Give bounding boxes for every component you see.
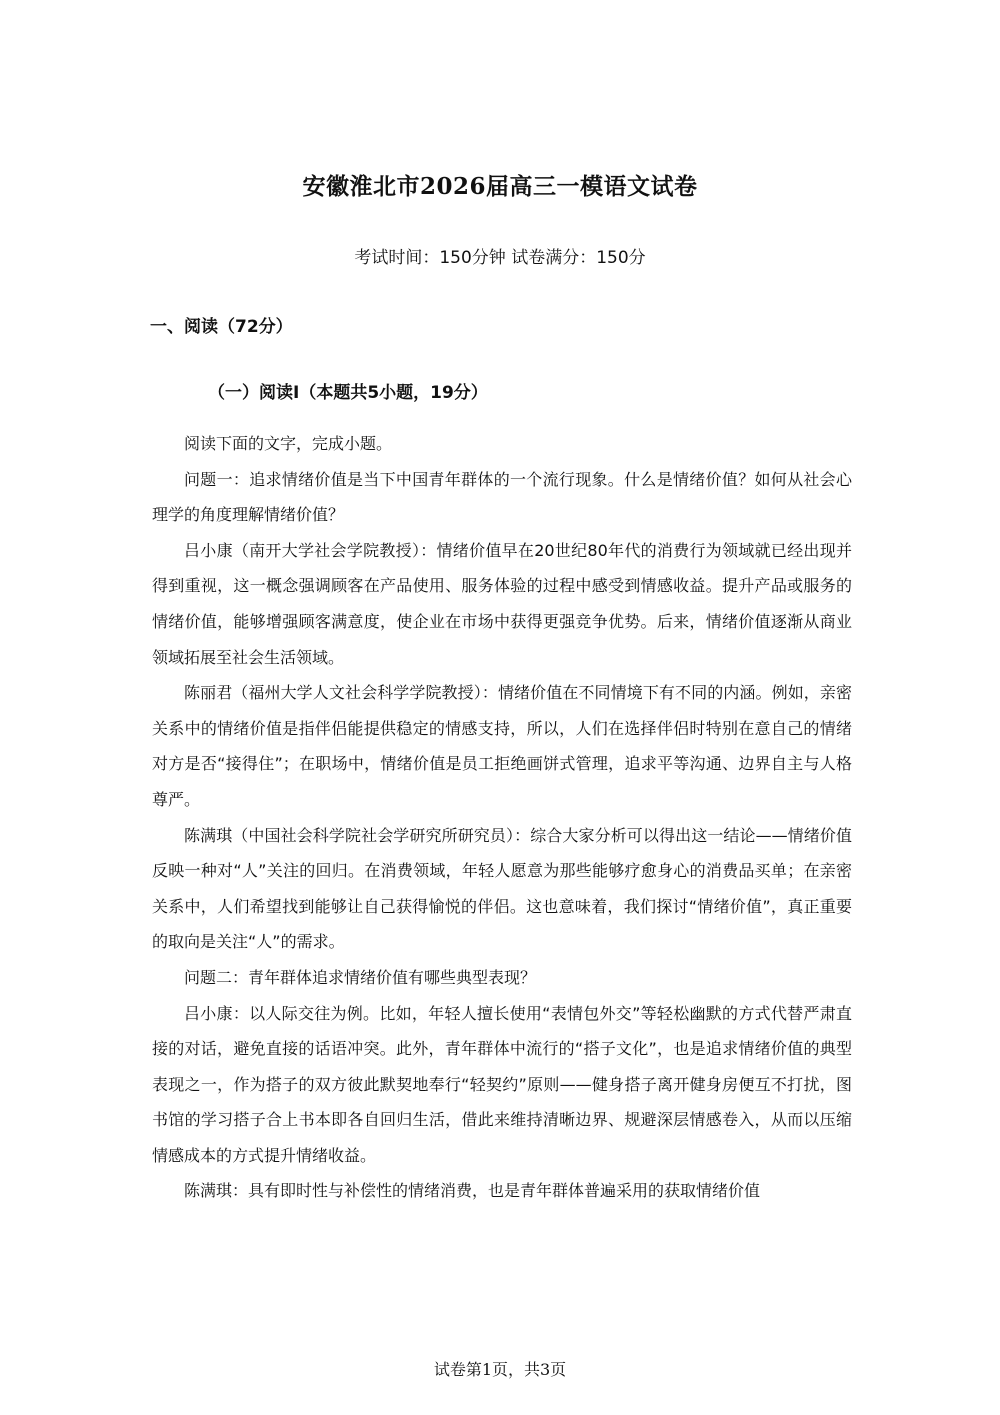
paragraph-lv-xiaokang-2: 吕小康：以人际交往为例。比如，年轻人擅长使用“表情包外交”等轻松幽默的方式代替严肃直接的对话，避免直接的话语冲突。此外，青年群体中流行的“搭子文化”，也是追求情绪价值的典型表现之一，作为搭子的双方彼此默契地奉行“轻契约”原则——健身搭子离开健身房便互不打扰，图书馆的学习搭子合上书本即各自回归生活，借此来维持清晰边界、规避深层情感卷入，从而以压缩情感成本的方式提升情绪收益。 [152,1003,852,1165]
exam-title: 安徽淮北市2026届高三一模语文试卷 [302,173,698,200]
paragraph-question-1: 问题一：追求情绪价值是当下中国青年群体的一个流行现象。什么是情绪价值？如何从社会心理学的角度理解情绪价值？ [152,469,852,525]
paragraph-instruction: 阅读下面的文字，完成小题。 [184,434,393,453]
page-footer: 试卷第1页，共3页 [433,1360,567,1379]
paragraph-chen-manqi-1: 陈满琪（中国社会科学院社会学研究所研究员）：综合大家分析可以得出这一结论——情绪价值反映一种对“人”关注的回归。在消费领域，年轻人愿意为那些能够疗愈身心的消费品买单；在亲密关系中，人们希望找到能够让自己获得愉悦的伴侣。这也意味着，我们探讨“情绪价值”，真正重要的取向是关注“人”的需求。 [152,825,852,952]
sub-section-heading: （一）阅读Ⅰ（本题共5小题，19分） [208,383,488,403]
exam-info: 考试时间：150分钟 试卷满分：150分 [354,248,646,268]
paragraph-lv-xiaokang-1: 吕小康（南开大学社会学院教授）：情绪价值早在20世纪80年代的消费行为领域就已经出现并得到重视，这一概念强调顾客在产品使用、服务体验的过程中感受到情感收益。提升产品或服务的情绪价值，能够增强顾客满意度，使企业在市场中获得更强竞争优势。后来，情绪价值逐渐从商业领域拓展至社会生活领域。 [152,540,852,667]
paragraph-question-2: 问题二：青年群体追求情绪价值有哪些典型表现？ [184,967,537,987]
reading-passage [152,426,852,1209]
section-heading: 一、阅读（72分） [150,317,293,337]
paragraph-chen-lijun: 陈丽君（福州大学人文社会科学学院教授）：情绪价值在不同情境下有不同的内涵。例如，亲密关系中的情绪价值是指伴侣能提供稳定的情感支持，所以，人们在选择伴侣时特别在意自己的情绪对方是否“接得住”；在职场中，情绪价值是员工拒绝画饼式管理，追求平等沟通、边界自主与人格尊严。 [152,683,852,809]
paragraph-chen-manqi-2: 陈满琪：具有即时性与补偿性的情绪消费，也是青年群体普遍采用的获取情绪价值 [184,1181,761,1201]
